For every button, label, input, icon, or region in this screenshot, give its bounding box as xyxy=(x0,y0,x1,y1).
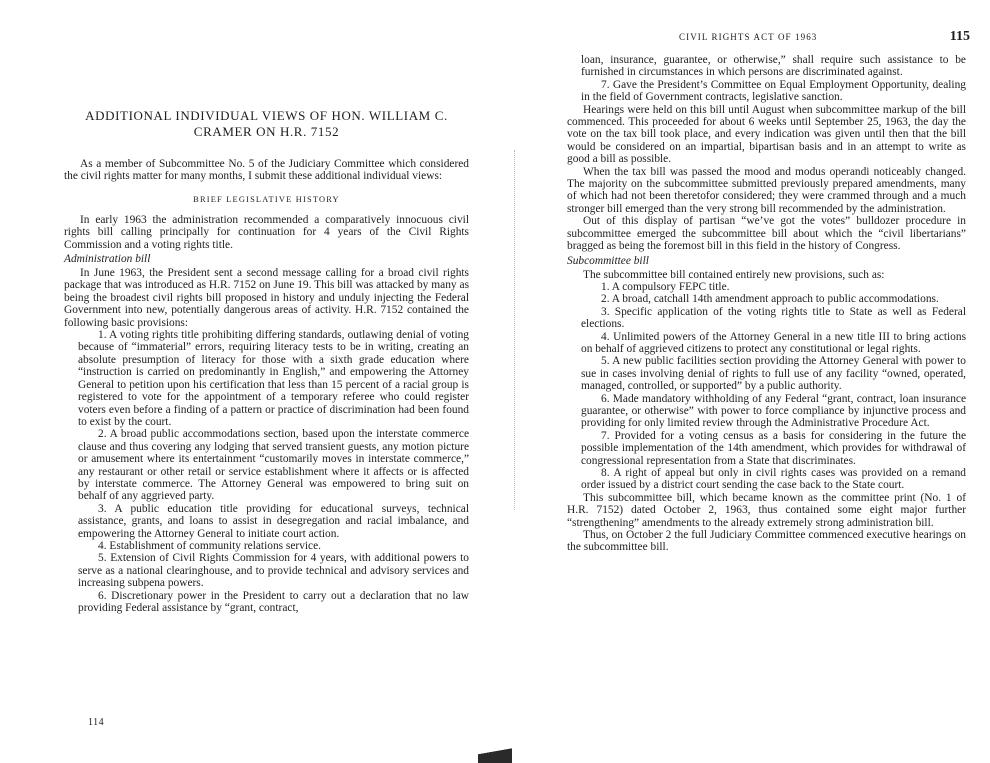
provision-item: 4. Establishment of community relations service. xyxy=(98,539,322,552)
paragraph-early-1963: In early 1963 the administration recommended a comparatively innocuous civil rights bill calling principally for continuation for 4 years of the Civil Rights Commission and a voting rights title. xyxy=(64,213,469,251)
subcommittee-provision-item: 8. A right of appeal but only in civil rights cases was provided on a remand order issued by a district court sending the case back to the State court. xyxy=(581,467,966,492)
right-page xyxy=(495,0,990,763)
subcommittee-provision-item: 5. A new public facilities section providing the Attorney General with power to sue in cases involving denial of rights to full use of any facility “owned, operated, managed, controlled, or supported” by a public authority. xyxy=(581,355,966,393)
right-page-body xyxy=(567,54,966,554)
provision-item: 6. Discretionary power in the President to carry out a declaration that no law providing Federal assistance by “grant, contract, xyxy=(78,589,469,614)
paragraph-partisan-display: Out of this display of partisan “we’ve got the votes” bulldozer procedure in subcommittee emerged the subcommittee bill about which the “civil libertarians” bragged as being the foremost bill in this field in the history of Congress. xyxy=(567,215,966,253)
subheading-subcommittee-bill: Subcommittee bill xyxy=(567,254,649,267)
subcommittee-provision-item: 1. A compulsory FEPC title. xyxy=(601,280,730,293)
subcommittee-provision-item: 7. Provided for a voting census as a basis for considering in the future the possible implementation of the 14th amendment, which provides for withdrawal of congressional representation from a State that discriminates. xyxy=(581,429,966,467)
paragraph-june-1963: In June 1963, the President sent a second message calling for a broad civil rights package that was introduced as H.R. 7152 on June 19. This bill was attacked by many as being the broadest civil rights bill proposed in history and unduly injecting the Federal Government into new, potentially dangerous areas of activity. H.R. 7152 contained the following basic provisions: xyxy=(64,267,469,329)
subcommittee-provision-item: 2. A broad, catchall 14th amendment approach to public accommodations. xyxy=(601,293,939,306)
subcommittee-provision-item: 3. Specific application of the voting rights title to State as well as Federal elections. xyxy=(581,305,966,331)
provision-item: 7. Gave the President’s Committee on Equal Employment Opportunity, dealing in the field of Government contracts, legislative sanction. xyxy=(581,78,966,104)
paragraph-final: Thus, on October 2 the full Judiciary Committee commenced executive hearings on the subcommittee bill. xyxy=(567,529,966,554)
paragraph-tax-bill: When the tax bill was passed the mood and modus operandi noticeably changed. The majority on the subcommittee submitted previously prepared amendments, many of which had not been theretofor considered; they were crammed through and a much stronger bill emerged than the very strong bill recommended by the administration. xyxy=(567,165,966,215)
page-number-right: 115 xyxy=(949,29,970,44)
intro-paragraph: As a member of Subcommittee No. 5 of the Judiciary Committee which considered the civil rights matter for many months, I submit these additional individual views: xyxy=(64,158,469,183)
subcommittee-provision-item: 6. Made mandatory withholding of any Federal “grant, contract, loan insurance guarantee, or otherwise” with power to force compliance by injunctive process and providing for only limited review through the Administrative Procedure Act. xyxy=(581,392,966,430)
provision-item: 5. Extension of Civil Rights Commission for 4 years, with additional powers to serve as a national clearinghouse, and to provide technical and advisory services and increasing subpena powers. xyxy=(78,552,469,590)
provision-item: 2. A broad public accommodations section, based upon the interstate commerce clause and thus covering any lodging that served transient guests, any motion picture or amusement where its entertainment “customarily moves in interstate commerce,” any restaurant or other retail or service establishment where it affects or is affected by interstate commerce. The Attorney General was empowered to bring suit on behalf of any aggrieved party. xyxy=(78,428,469,503)
continuation-paragraph: loan, insurance, guarantee, or otherwise,” shall require such assistance to be furnished in circumstances in which persons are discriminated against. xyxy=(581,54,966,79)
paragraph-hearings: Hearings were held on this bill until August when subcommittee markup of the bill commenced. This proceeded for about 6 weeks until September 25, 1963, the day the vote on the tax bill took place, and every indication was given until then that the bill would be considered on an impartial, bipartisan basis and in an attempt to write as good a bill as possible. xyxy=(567,103,966,166)
paragraph-committee-print: This subcommittee bill, which became known as the committee print (No. 1 of H.R. 7152) dated October 2, 1963, thus contained some eight major further “strengthening” amendments to the already extremely strong administration bill. xyxy=(567,491,966,529)
provision-item: 1. A voting rights title prohibiting differing standards, outlawing denial of voting because of “immaterial” errors, requiring literacy tests to be in writing, creating an absolute presumption of literacy for those with a sixth grade education where “instruction is carried on predominantly in English,” and empowering the Attorney General to petition upon his certification that less than 15 percent of a racial group is registered to vote for the appointment of a temporary referee who could register voters even before a finding of a pattern or practice of discrimination had been found to exist by the court. xyxy=(78,329,469,428)
page-title: ADDITIONAL INDIVIDUAL VIEWS OF HON. WILLIAM C. CRAMER ON H.R. 7152 xyxy=(85,108,448,139)
page-number-left: 114 xyxy=(88,717,105,728)
provision-item: 3. A public education title providing for educational surveys, technical assistance, grants, and loans to assist in desegregation and racial imbalance, and empowering the Attorney General to initiate court action. xyxy=(78,502,469,540)
section-heading: BRIEF LEGISLATIVE HISTORY xyxy=(193,194,340,204)
subcommittee-provision-item: 4. Unlimited powers of the Attorney General in a new title III to bring actions on behalf of aggrieved citizens to protect any constitutional or legal rights. xyxy=(581,330,966,355)
running-head-title: CIVIL RIGHTS ACT OF 1963 xyxy=(679,32,818,42)
subheading-administration-bill: Administration bill xyxy=(64,253,151,266)
paragraph-subcommittee-intro: The subcommittee bill contained entirely new provisions, such as: xyxy=(583,268,885,281)
